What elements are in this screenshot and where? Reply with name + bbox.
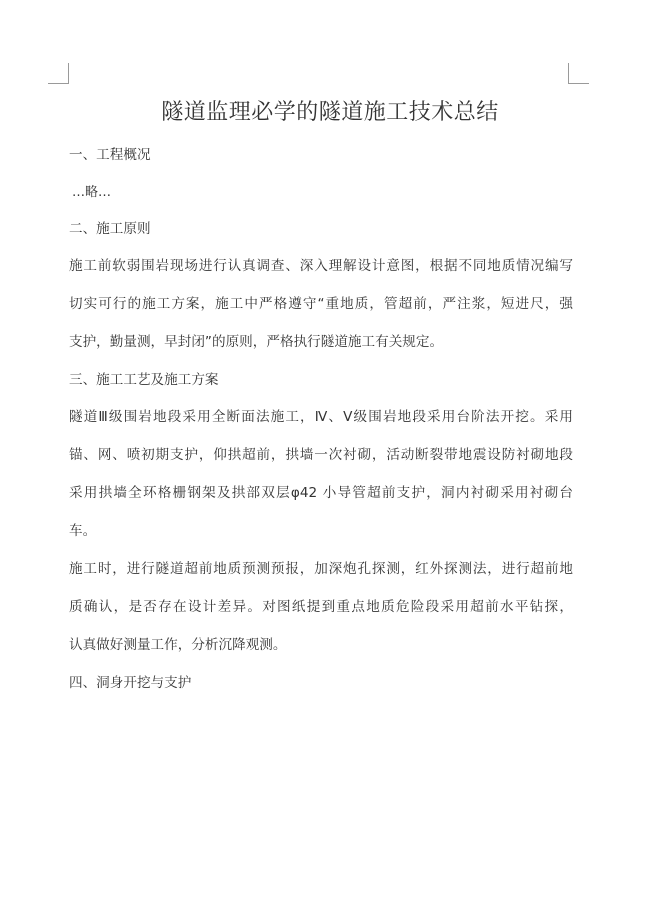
section-note-omitted: …略… <box>72 185 112 200</box>
paragraph-line: 采用拱墙全环格栅钢架及拱部双层φ42 小导管超前支护，洞内衬砌采用衬砌台 <box>69 485 573 501</box>
section-heading-process: 三、施工工艺及施工方案 <box>69 372 219 388</box>
paragraph-line: 质确认，是否存在设计差异。对图纸提到重点地质危险段采用超前水平钻探， <box>69 599 573 615</box>
page-corner-mark-top-left <box>48 63 69 84</box>
paragraph-line: 施工时，进行隧道超前地质预测预报，加深炮孔探测，红外探测法，进行超前地 <box>69 561 573 577</box>
section-heading-principles: 二、施工原则 <box>69 221 151 237</box>
section-heading-excavation: 四、洞身开挖与支护 <box>69 675 192 691</box>
page-corner-mark-top-right <box>568 63 589 84</box>
section-heading-overview: 一、工程概况 <box>69 147 151 163</box>
paragraph-line: 车。 <box>69 523 97 539</box>
paragraph-line: 锚、网、喷初期支护，仰拱超前，拱墙一次衬砌，活动断裂带地震设防衬砌地段 <box>69 447 573 463</box>
paragraph-line: 隧道Ⅲ级围岩地段采用全断面法施工，Ⅳ、Ⅴ级围岩地段采用台阶法开挖。采用 <box>69 409 573 425</box>
paragraph-line: 施工前软弱围岩现场进行认真调查、深入理解设计意图，根据不同地质情况编写 <box>69 258 573 274</box>
document-title: 隧道监理必学的隧道施工技术总结 <box>161 100 499 125</box>
document-body <box>69 146 573 711</box>
paragraph-line: 切实可行的施工方案，施工中严格遵守“重地质，管超前，严注浆，短进尺，强 <box>69 296 573 312</box>
paragraph-line: 认真做好测量工作，分析沉降观测。 <box>69 637 287 653</box>
paragraph-line: 支护，勤量测，早封闭”的原则，严格执行隧道施工有关规定。 <box>69 334 444 350</box>
